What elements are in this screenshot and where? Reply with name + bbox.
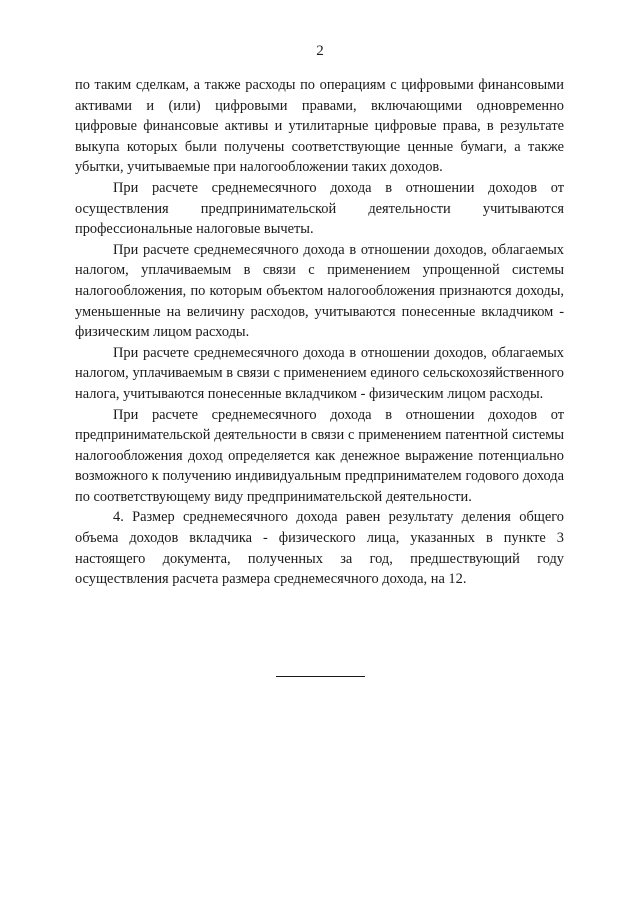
document-body	[75, 75, 564, 590]
paragraph-patent-system: При расчете среднемесячного дохода в отношении доходов от предпринимательской деятельности в связи с применением патентной системы налогообложения доход определяется как денежное выражение потенциально возможного к получению индивидуальным предпринимателем годового дохода по соответствующему виду предпринимательской деятельности.	[75, 406, 564, 505]
paragraph-item-4: 4. Размер среднемесячного дохода равен результату деления общего объема доходов вкладчика - физического лица, указанных в пункте 3 настоящего документа, полученных за год, предшествующий году осуществления расчета размера среднемесячного дохода, на 12.	[75, 509, 564, 588]
paragraph-simplified-taxation: При расчете среднемесячного дохода в отношении доходов, облагаемых налогом, уплачиваемым в связи с применением упрощенной системы налогообложения, по которым объектом налогообложения признаются доходы, уменьшенные на величину расходов, учитываются понесенные вкладчиком - физическим лицом расходы.	[75, 241, 564, 341]
paragraph-agricultural-tax: При расчете среднемесячного дохода в отношении доходов, облагаемых налогом, уплачиваемым в связи с применением единого сельскохозяйственного налога, учитываются понесенные вкладчиком - физическим лицом расходы.	[75, 344, 564, 402]
closing-divider	[276, 676, 365, 677]
page-number: 2	[316, 43, 324, 59]
paragraph-continuation: по таким сделкам, а также расходы по операциям с цифровыми финансовыми активами и (или) цифровыми правами, включающими одновременно цифровые финансовые активы и утилитарные цифровые права, в результате выкупа которых были получены соответствующие ценные бумаги, а также убытки, учитываемые при налогообложении таких доходов.	[75, 77, 564, 176]
paragraph-professional-deductions: При расчете среднемесячного дохода в отношении доходов от осуществления предпринимательской деятельности учитываются профессиональные налоговые вычеты.	[75, 179, 564, 238]
